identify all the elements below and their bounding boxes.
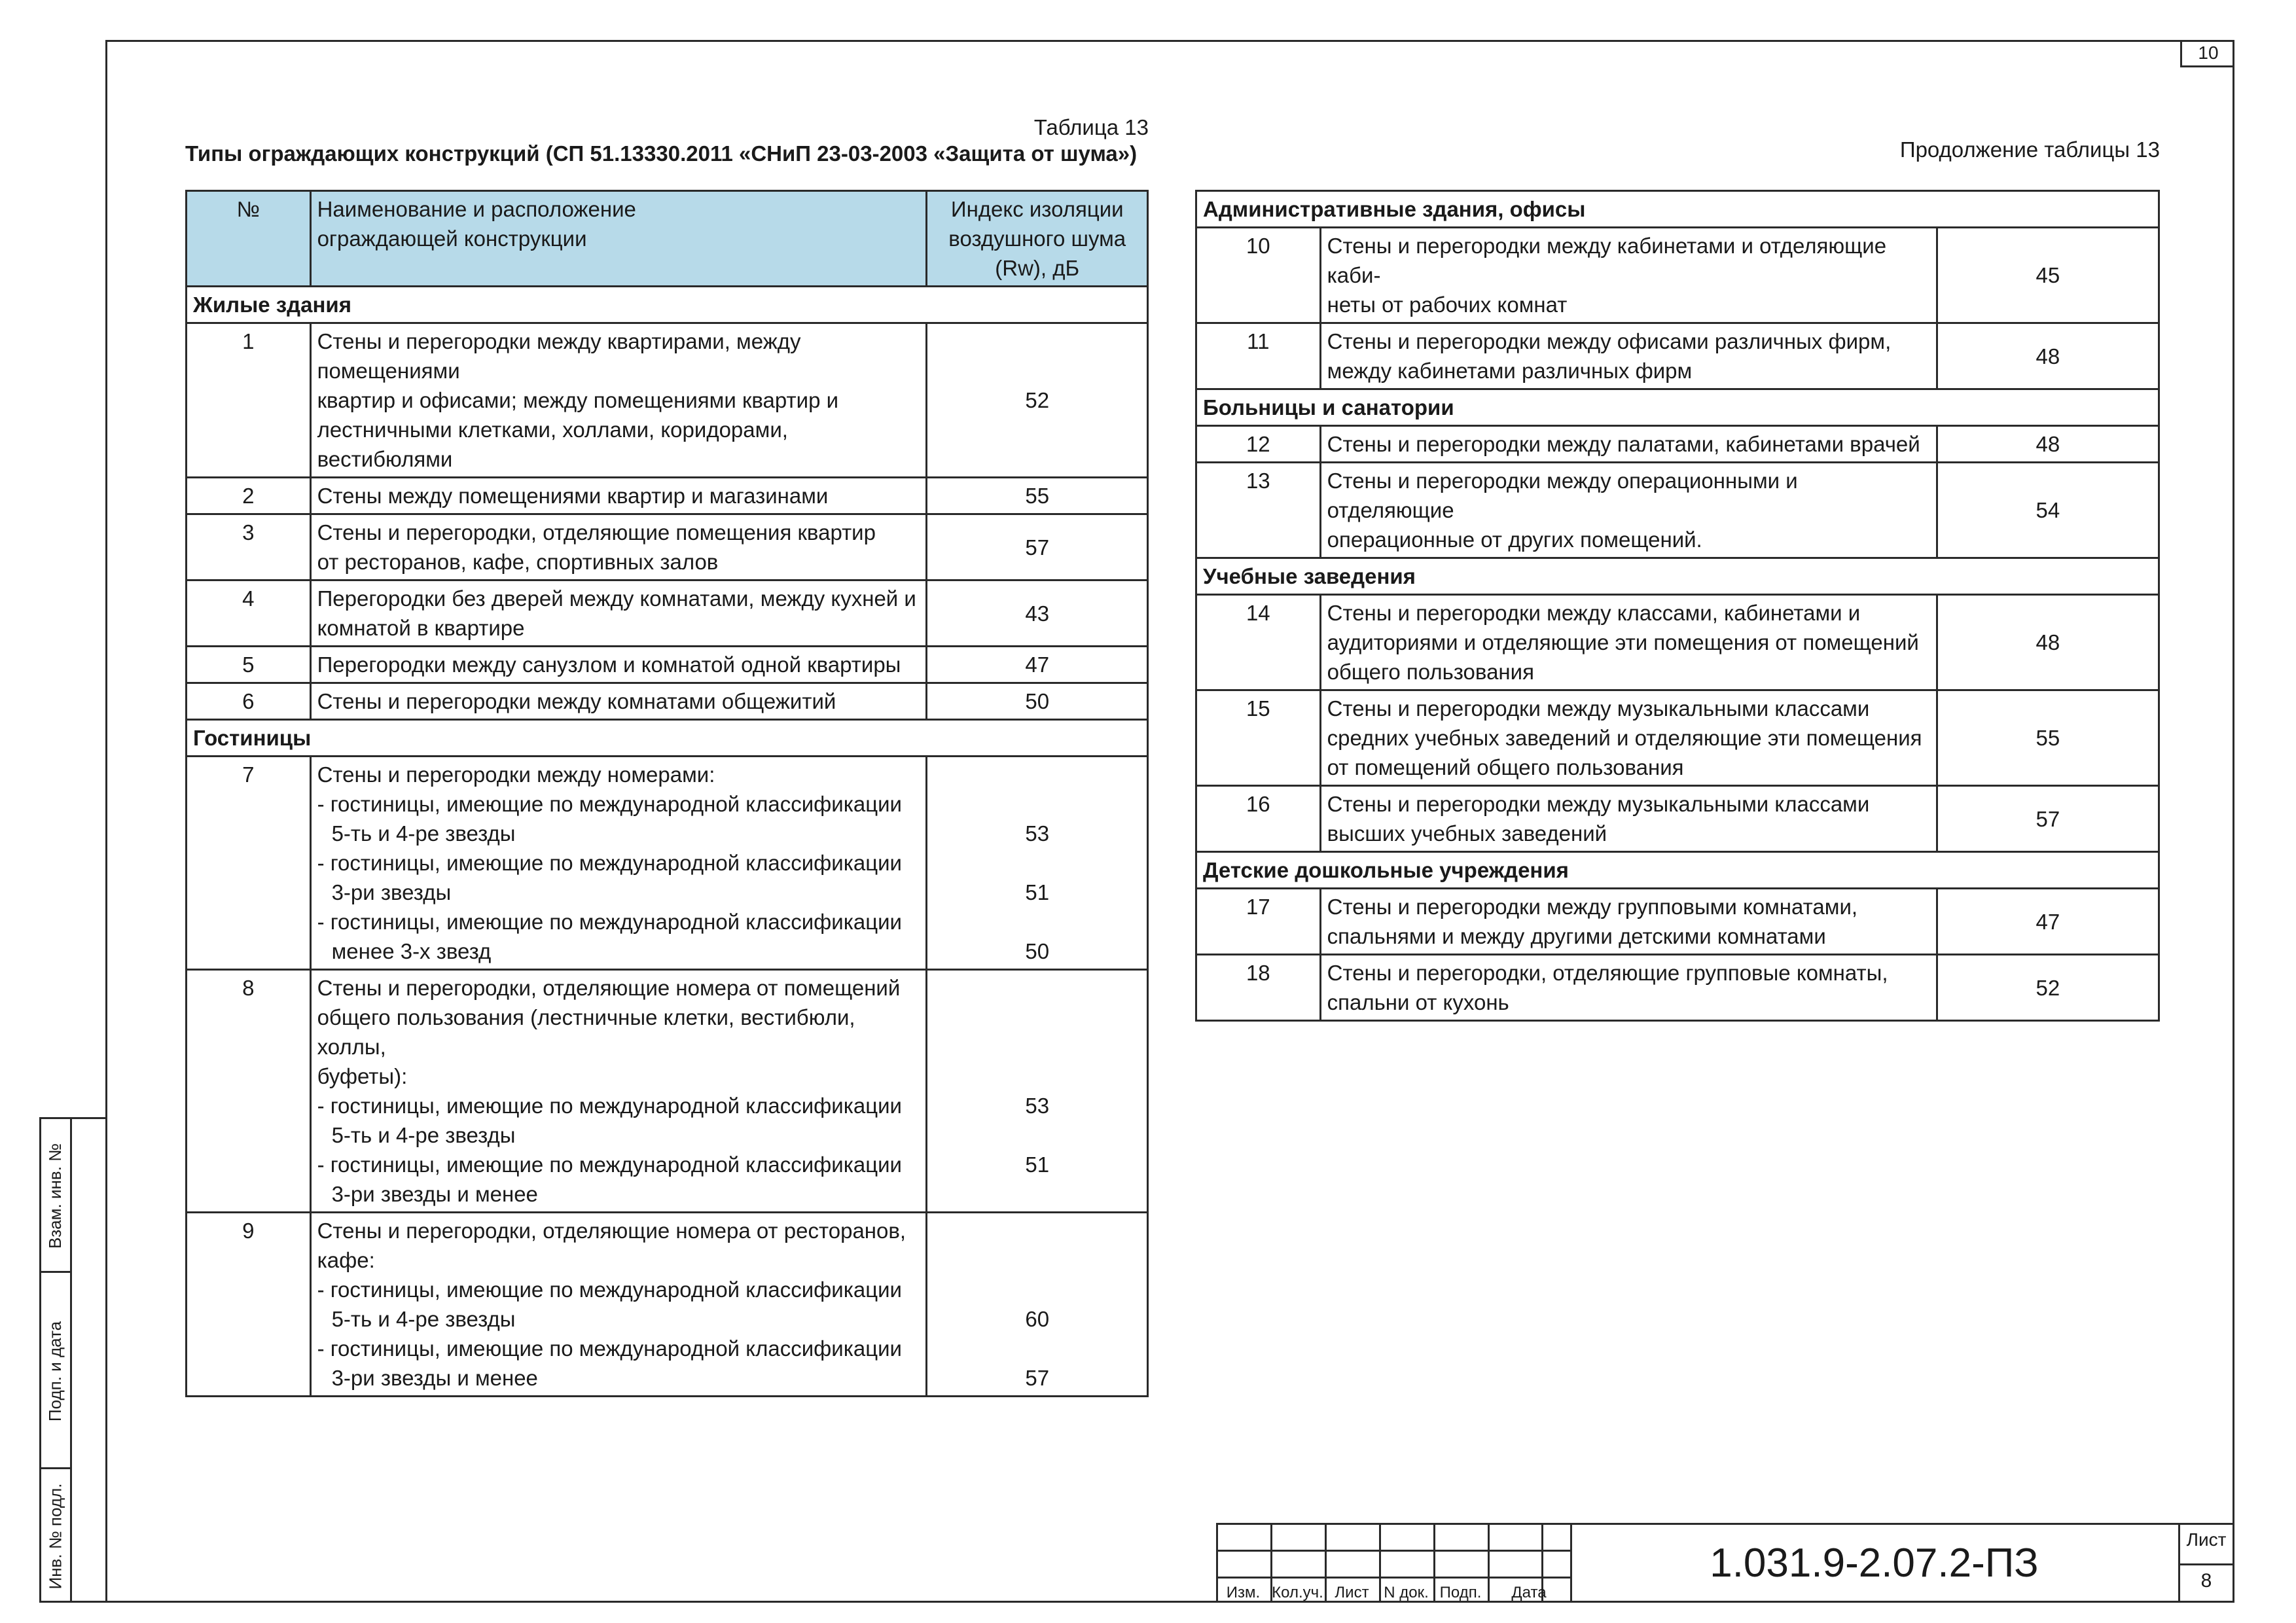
table-row: 7 Стены и перегородки между номерами: - гостиницы, имеющие по международной классификации 5-ть и 4-ре звезды - гостиницы, имеющие по международной классификации 3-ри звезды - гостиницы, имеющие по международной классификации менее 3-х звезд 53 51 50 [187, 757, 1148, 970]
title-block [1216, 1523, 2234, 1603]
noise-table-right [1195, 190, 2160, 1022]
stamp-label-izm: Изм. [1226, 1584, 1261, 1601]
section-hotels: Гостиницы [187, 720, 1148, 757]
section-hospitals: Больницы и санатории [1196, 389, 2159, 426]
table-row: 13 Стены и перегородки между операционными и отделяющие операционные от других помещений. 54 [1196, 463, 2159, 558]
section-education: Учебные заведения [1196, 558, 2159, 595]
table-row: 3 Стены и перегородки, отделяющие помещения квартир от ресторанов, кафе, спортивных залов 57 [187, 514, 1148, 580]
section-preschool: Детские дошкольные учреждения [1196, 852, 2159, 889]
header-name: Наименование и расположение ограждающей конструкции [310, 191, 927, 287]
table-row: 15 Стены и перегородки между музыкальными классами средних учебных заведений и отделяющие эти помещения от помещений общего пользования 55 [1196, 690, 2159, 786]
section-residential: Жилые здания [187, 287, 1148, 323]
stamp-label-ndok: N док. [1384, 1584, 1429, 1601]
table-row: 5 Перегородки между санузлом и комнатой одной квартиры 47 [187, 647, 1148, 683]
table-row: 10 Стены и перегородки между кабинетами и отделяющие каби- неты от рабочих комнат 45 [1196, 228, 2159, 323]
table-number: Таблица 13 [1033, 115, 1149, 139]
table-row: 4 Перегородки без дверей между комнатами, между кухней и комнатой в квартире 43 [187, 580, 1148, 647]
side-label-inv: Инв. № подл. [45, 1483, 65, 1589]
noise-table-left [185, 190, 1149, 1397]
page-number: 10 [2180, 40, 2234, 67]
table-row: 18 Стены и перегородки, отделяющие групповые комнаты, спальни от кухонь 52 [1196, 955, 2159, 1021]
stamp-label-data: Дата [1511, 1584, 1547, 1601]
table-row: 14 Стены и перегородки между классами, кабинетами и аудиториями и отделяющие эти помещения от помещений общего пользования 48 [1196, 595, 2159, 690]
header-index: Индекс изоляции воздушного шума (Rw), дБ [927, 191, 1148, 287]
side-label-replace: Взам. инв. № [45, 1143, 65, 1249]
sheet-number: 8 [2200, 1570, 2212, 1592]
sheet-label: Лист [2186, 1529, 2227, 1550]
document-code: 1.031.9-2.07.2-ПЗ [1710, 1540, 2039, 1586]
side-label-sign: Подп. и дата [45, 1321, 65, 1421]
table-row: 8 Стены и перегородки, отделяющие номера от помещений общего пользования (лестничные клетки, вестибюли, холлы, буфеты): - гостиницы, имеющие по международной классификации 5-ть и 4-ре звезды - гостиницы, имеющие по международной классификации 3-ри звезды и менее 53 51 [187, 970, 1148, 1213]
stamp-label-kolvo: Кол.уч. [1272, 1584, 1323, 1601]
table-row: 2 Стены между помещениями квартир и магазинами 55 [187, 478, 1148, 514]
table-row: 1 Стены и перегородки между квартирами, между помещениями квартир и офисами; между помещениями квартир и лестничными клетками, холлами, коридорами, вестибюлями 52 [187, 323, 1148, 478]
stamp-label-podp: Подп. [1439, 1584, 1482, 1601]
table-row: 17 Стены и перегородки между групповыми комнатами, спальнями и между другими детскими комнатами 47 [1196, 889, 2159, 955]
table-row: 6 Стены и перегородки между комнатами общежитий 50 [187, 683, 1148, 720]
table-header [187, 191, 1148, 287]
table-title: Типы ограждающих конструкций (СП 51.13330.2011 «СНиП 23-03-2003 «Защита от шума») [185, 141, 1138, 166]
stamp-label-list: Лист [1335, 1584, 1369, 1601]
table-row: 12 Стены и перегородки между палатами, кабинетами врачей 48 [1196, 426, 2159, 463]
section-admin: Административные здания, офисы [1196, 191, 2159, 228]
table-row: 16 Стены и перегородки между музыкальными классами высших учебных заведений 57 [1196, 786, 2159, 852]
table-continuation: Продолжение таблицы 13 [1899, 137, 2160, 162]
table-row: 11 Стены и перегородки между офисами различных фирм, между кабинетами различных фирм 48 [1196, 323, 2159, 389]
side-stamp [39, 1117, 107, 1603]
table-row: 9 Стены и перегородки, отделяющие номера от ресторанов, кафе: - гостиницы, имеющие по международной классификации 5-ть и 4-ре звезды - гостиницы, имеющие по международной классификации 3-ри звезды и менее 60 57 [187, 1213, 1148, 1397]
header-no: № [187, 191, 311, 287]
